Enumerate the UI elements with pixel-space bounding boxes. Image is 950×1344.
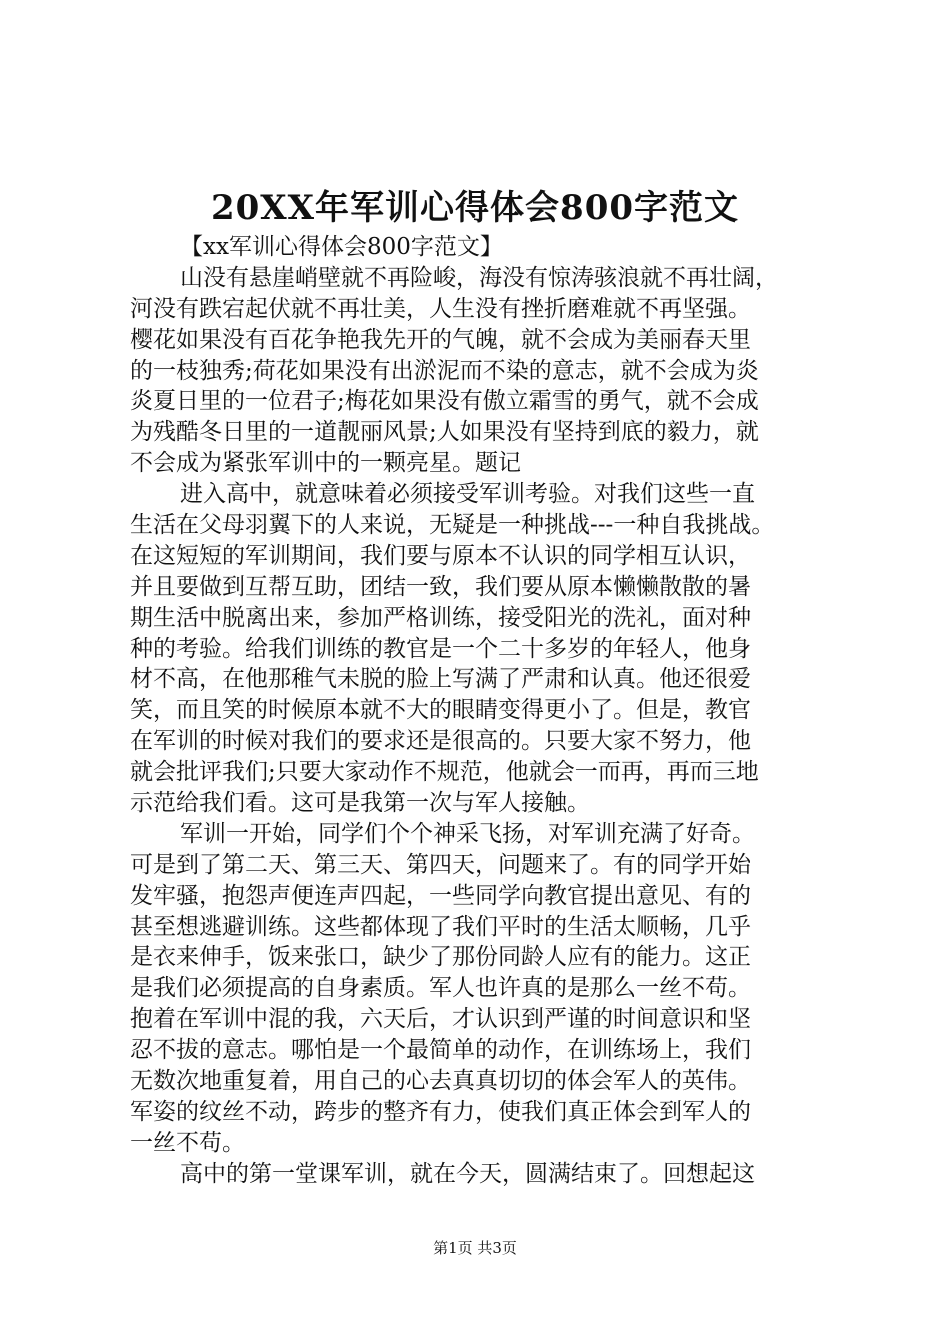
text-line: 河没有跌宕起伏就不再壮美，人生没有挫折磨难就不再坚强。 <box>130 295 751 322</box>
text-line: 在军训的时候对我们的要求还是很高的。只要大家不努力，他 <box>130 728 751 755</box>
text-line: 就会批评我们;只要大家动作不规范，他就会一而再，再而三地 <box>130 759 759 786</box>
text-line: 炎夏日里的一位君子;梅花如果没有傲立霜雪的勇气，就不会成 <box>130 388 759 415</box>
text-line: 樱花如果没有百花争艳我先开的气魄，就不会成为美丽春天里 <box>130 326 751 353</box>
text-line: 高中的第一堂课军训，就在今天，圆满结束了。回想起这 <box>180 1160 755 1187</box>
text-line: 一丝不苟。 <box>130 1129 245 1156</box>
text-line: 进入高中，就意味着必须接受军训考验。对我们这些一直 <box>180 481 755 508</box>
text-line: 材不高，在他那稚气未脱的脸上写满了严肃和认真。他还很爱 <box>130 666 751 693</box>
text-line: 在这短短的军训期间，我们要与原本不认识的同学相互认识， <box>130 542 751 569</box>
text-line: 可是到了第二天、第三天、第四天，问题来了。有的同学开始 <box>130 851 751 878</box>
text-line: 发牢骚，抱怨声便连声四起，一些同学向教官提出意见、有的 <box>130 882 751 909</box>
text-line: 不会成为紧张军训中的一颗亮星。题记 <box>130 450 521 477</box>
text-line: 抱着在军训中混的我，六天后，才认识到严谨的时间意识和坚 <box>130 1006 751 1033</box>
text-line: 示范给我们看。这可是我第一次与军人接触。 <box>130 790 590 817</box>
text-line: 期生活中脱离出来，参加严格训练，接受阳光的洗礼，面对种 <box>130 604 751 631</box>
text-line: 军训一开始，同学们个个神采飞扬，对军训充满了好奇。 <box>180 820 755 847</box>
text-line: 并且要做到互帮互助，团结一致，我们要从原本懒懒散散的暑 <box>130 573 751 600</box>
text-line: 是我们必须提高的自身素质。军人也许真的是那么一丝不苟。 <box>130 975 751 1002</box>
text-line: 是衣来伸手，饭来张口，缺少了那份同龄人应有的能力。这正 <box>130 944 751 971</box>
text-line: 忍不拔的意志。哪怕是一个最简单的动作，在训练场上，我们 <box>130 1037 751 1064</box>
text-line: 山没有悬崖峭壁就不再险峻，海没有惊涛骇浪就不再壮阔， <box>180 264 778 291</box>
text-line: 种的考验。给我们训练的教官是一个二十多岁的年轻人，他身 <box>130 635 751 662</box>
text-line: 笑，而且笑的时候原本就不大的眼睛变得更小了。但是，教官 <box>130 697 751 724</box>
document-body <box>130 232 835 1190</box>
text-line: 军姿的纹丝不动，跨步的整齐有力，使我们真正体会到军人的 <box>130 1098 751 1125</box>
text-line: 为残酷冬日里的一道靓丽风景;人如果没有坚持到底的毅力，就 <box>130 419 759 446</box>
text-line: 【xx军训心得体会800字范文】 <box>180 234 503 260</box>
text-line: 甚至想逃避训练。这些都体现了我们平时的生活太顺畅，几乎 <box>130 913 751 940</box>
page-footer: 第1页 共3页 <box>433 1239 517 1257</box>
document-title: 20XX年军训心得体会800字范文 <box>210 188 740 228</box>
text-line: 生活在父母羽翼下的人来说，无疑是一种挑战---一种自我挑战。 <box>130 512 775 539</box>
text-line: 无数次地重复着，用自己的心去真真切切的体会军人的英伟。 <box>130 1068 751 1095</box>
text-line: 的一枝独秀;荷花如果没有出淤泥而不染的意志，就不会成为炎 <box>130 357 759 384</box>
